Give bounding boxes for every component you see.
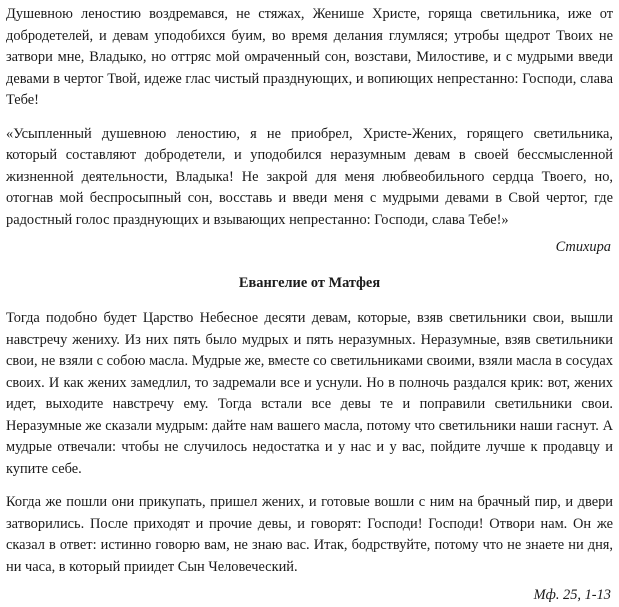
gospel-paragraph: Тогда подобно будет Царство Небесное десяти девам, которые, взяв светильники свои, вышли навстречу жениху. Из них пять было мудрых и пять неразумных. Неразумные, взяв светильники свои, не взяли с собою масла. Мудрые же, вместе со светильниками своими, взяли масла в сосудах своих. И как жених замедлил, то задремали все и уснули. Но в полночь раздался крик: вот, жених идет, выходите навстречу ему. Тогда встали все девы те и поправили светильники свои. Неразумные же сказали мудрым: дайте нам вашего масла, потому что светильники наши гаснут. А мудрые отвечали: чтобы не случилось недостатка и у нас и у вас, пойдите лучше к продавцу и купите себе. — [6, 310, 613, 477]
gospel-title: Евангелие от Матфея — [238, 274, 381, 291]
gospel-paragraph: Когда же пошли они прикупать, пришел жених, и готовые вошли с ним на брачный пир, и двери затворились. После приходят и прочие девы, и говорят: Господи! Господи! Отвори нам. Он же сказал в ответ: истинно говорю вам, не знаю вас. Итак, бодрствуйте, потому что не знаете ни дня, ни часа, в который приидет Сын Человеческий. — [6, 494, 613, 575]
hymn-attribution: Стихира — [555, 239, 611, 255]
gospel-reference: Мф. 25, 1-13 — [533, 587, 611, 603]
hymn-translation-text: «Усыпленный душевною леностию, я не приобрел, Христе-Жених, горящего светильника, который составляют добродетели, и уподобился неразумным девам в своей бессмысленной жизненной деятельности, Владыка! Не закрой для меня любвеобильного сердца Твоего, но, отогнав мой беспросыпный сон, восставь и введи меня с мудрыми девами в Свой чертог, где радостный голос празднующих и взывающих непрестанно: Господи, слава Тебе!» — [6, 125, 613, 228]
hymn-original-text: Душевною леностию воздремався, не стяжах, Женише Христе, горяща светильника, иже от добродетелей, и девам уподобихся буим, во время делания глумляся; утробы щедрот Твоих не затвори мне, Владыко, но оттряс мой омраченный сон, возстави, Милостиве, и с мудрыми введи девами в чертог Твой, идеже глас чистый празднующих, и вопиющих непрестанно: Господи, слава Тебе! — [6, 6, 613, 108]
